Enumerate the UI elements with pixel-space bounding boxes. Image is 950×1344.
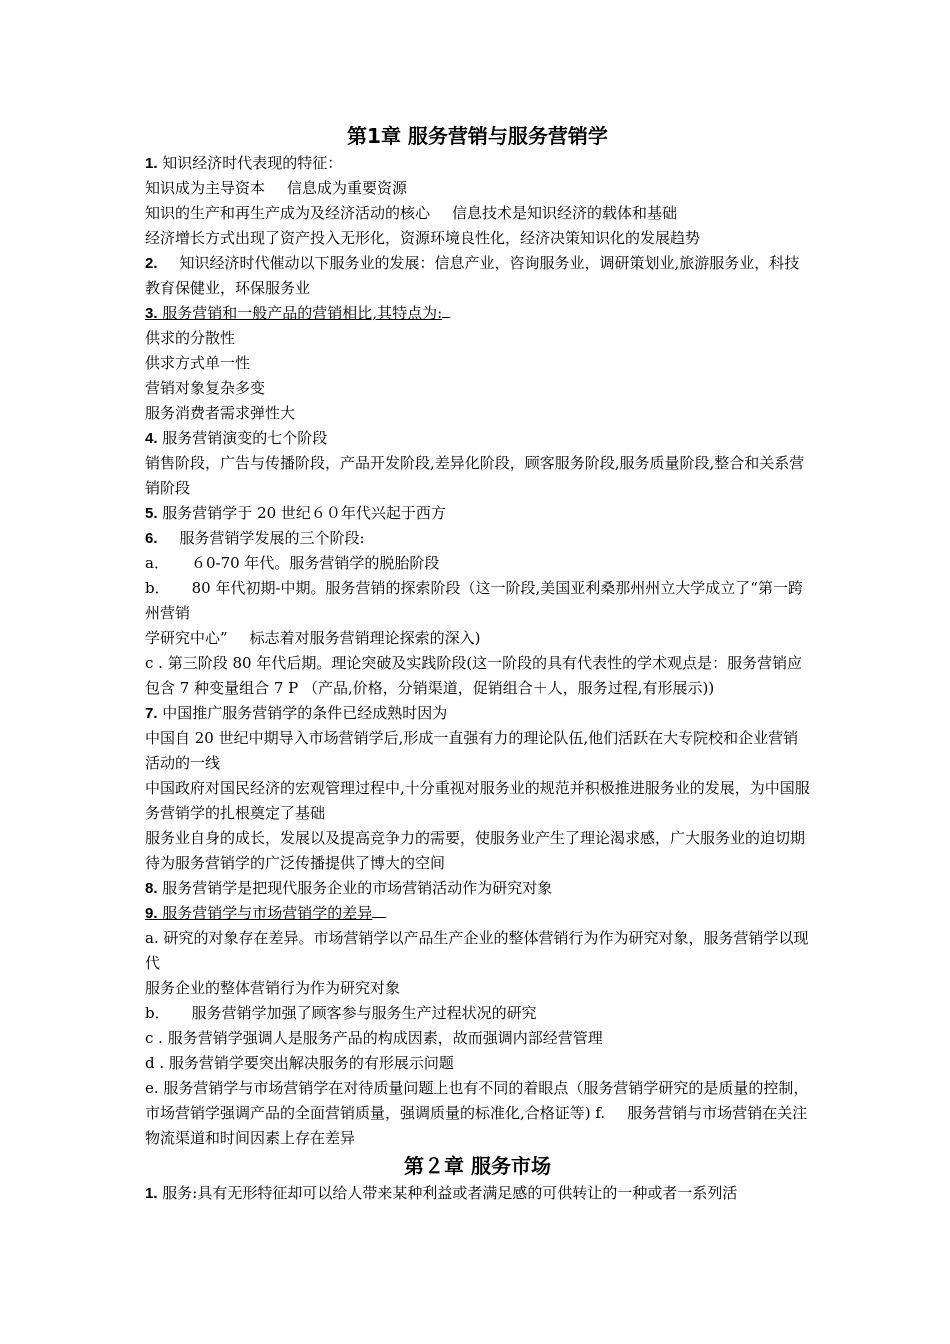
- q4-text: 销售阶段，广告与传播阶段，产品开发阶段,差异化阶段，顾客服务阶段,服务质量阶段,整合和关系营销阶段: [145, 454, 805, 497]
- document-body: [145, 121, 810, 1206]
- q9-item-c: c . 服务营销学强调人是服务产品的构成因素，故而强调内部经营管理: [145, 1029, 603, 1047]
- q9-title-line: [145, 901, 810, 926]
- q9-item-a-cont: 服务企业的整体营销行为作为研究对象: [145, 979, 401, 997]
- q8-line: [145, 876, 810, 901]
- q2-paragraph: [145, 251, 810, 301]
- q8-text: 服务营销学是把现代服务企业的市场营销活动作为研究对象: [162, 879, 553, 897]
- q9-item-a: a. 研究的对象存在差异。市场营销学以产品生产企业的整体营销行为作为研究对象，服务营销学以现代: [145, 929, 809, 972]
- q5-text: 服务营销学于 20 世纪６０年代兴起于西方: [162, 504, 446, 522]
- q9-item-b: [145, 1001, 810, 1026]
- q6-a-label: a．: [145, 554, 169, 572]
- q1-number: 1.: [145, 155, 158, 172]
- q9-b-label: b．: [145, 1004, 170, 1022]
- q1-line2: [145, 201, 810, 226]
- q5-number: 5.: [145, 505, 158, 522]
- q7-paragraph-3: 服务业自身的成长，发展以及提高竞争力的需要，使服务业产生了理论渴求感，广大服务业的迫切期待为服务营销学的广泛传播提供了博大的空间: [145, 829, 806, 872]
- q3-title: 服务营销和一般产品的营销相比,其特点为:: [162, 304, 443, 322]
- q3-title-line: [145, 301, 810, 326]
- ch2-q1-text: 服务:具有无形特征却可以给人带来某种利益或者满足感的可供转让的一种或者一系列活: [162, 1184, 738, 1202]
- q6-number: 6.: [145, 530, 158, 547]
- q9-number: 9.: [145, 905, 158, 922]
- q1-line1a: 知识成为主导资本: [145, 179, 266, 197]
- q9-item-e: [145, 1076, 810, 1151]
- q3-item-2: 供求方式单一性: [145, 354, 251, 372]
- q9-e-text: e. 服务营销学与市场营销学在对待质量问题上也有不同的着眼点（服务营销学研究的是质量的控制，市场营销学强调产品的全面营销质量，强调质量的标准化,合格证等) f.: [145, 1079, 809, 1122]
- q6-item-b-cont: [145, 626, 810, 651]
- chapter-1-title: 第1章 服务营销与服务营销学: [347, 124, 608, 148]
- q4-number: 4.: [145, 430, 158, 447]
- q1-title-line: [145, 151, 810, 176]
- q7-title: 中国推广服务营销学的条件已经成熟时因为: [162, 704, 448, 722]
- q2-number: 2.: [145, 255, 158, 272]
- q8-number: 8.: [145, 880, 158, 897]
- q5-line: [145, 501, 810, 526]
- q6-item-a: [145, 551, 810, 576]
- q3-number: 3.: [145, 305, 158, 322]
- q6-item-c: c . 第三阶段 80 年代后期。理论突破及实践阶段(这一阶段的具有代表性的学术观点是：服务营销应包含 7 种变量组合 7 P （产品,价格，分销渠道，促销组合＋人，服务过程,有形展示)): [145, 654, 803, 697]
- q7-paragraph-1: 中国自 20 世纪中期导入市场营销学后,形成一直强有力的理论队伍,他们活跃在大专院校和企业营销活动的一线: [145, 729, 799, 772]
- q7-title-line: [145, 701, 810, 726]
- q7-number: 7.: [145, 705, 158, 722]
- q1-line1: [145, 176, 810, 201]
- q7-paragraph-2: 中国政府对国民经济的宏观管理过程中,十分重视对服务业的规范并积极推进服务业的发展，为中国服务营销学的扎根奠定了基础: [145, 779, 810, 822]
- q9-b-text: 服务营销学加强了顾客参与服务生产过程状况的研究: [191, 1004, 537, 1022]
- q2-text: 知识经济时代催动以下服务业的发展：信息产业，咨询服务业，调研策划业,旅游服务业，科技教育保健业，环保服务业: [145, 254, 800, 297]
- q6-b-cont-b: 标志着对服务营销理论探索的深入): [249, 629, 481, 647]
- q4-title-line: [145, 426, 810, 451]
- q6-a-text: ６0-70 年代。服务营销学的脱胎阶段: [190, 554, 440, 572]
- q1-line2b: 信息技术是知识经济的载体和基础: [452, 204, 678, 222]
- q1-line1b: 信息成为重要资源: [287, 179, 408, 197]
- q9-title: 服务营销学与市场营销学的差异: [162, 904, 373, 922]
- q9-f-text: 服务营销与市场营销在关注物流渠道和时间因素上存在差异: [145, 1104, 808, 1147]
- q6-title-line: [145, 526, 810, 551]
- q4-title: 服务营销演变的七个阶段: [162, 429, 328, 447]
- q6-b-cont-a: 学研究中心”: [145, 629, 228, 647]
- q3-item-3: 营销对象复杂多变: [145, 379, 266, 397]
- ch2-q1-number: 1.: [145, 1185, 158, 1202]
- q1-line3: 经济增长方式出现了资产投入无形化，资源环境良性化，经济决策知识化的发展趋势: [145, 229, 701, 247]
- q6-b-text: 80 年代初期-中期。服务营销的探索阶段（这一阶段,美国亚利桑那州州立大学成立了“第一跨州营销: [145, 579, 803, 622]
- q6-item-b: [145, 576, 810, 626]
- chapter-2-title: 第２章 服务市场: [404, 1154, 551, 1178]
- ch2-q1-line: [145, 1181, 810, 1206]
- q6-title: 服务营销学发展的三个阶段:: [179, 529, 365, 547]
- q1-title: 知识经济时代表现的特征：: [162, 154, 343, 172]
- q6-b-label: b．: [145, 579, 170, 597]
- q3-item-1: 供求的分散性: [145, 329, 236, 347]
- q9-item-d: d . 服务营销学要突出解决服务的有形展示问题: [145, 1054, 454, 1072]
- q3-item-4: 服务消费者需求弹性大: [145, 404, 296, 422]
- q1-line2a: 知识的生产和再生产成为及经济活动的核心: [145, 204, 431, 222]
